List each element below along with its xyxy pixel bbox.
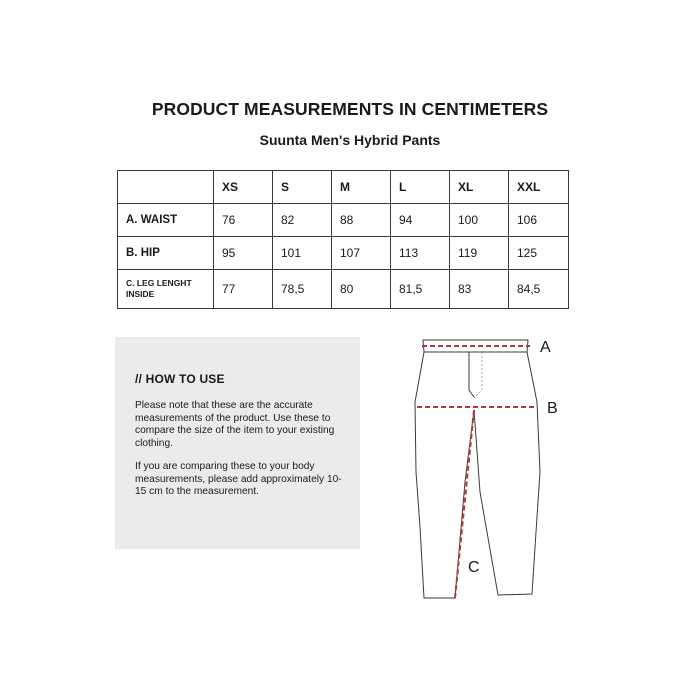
label-a: A <box>540 339 551 356</box>
table-cell: 106 <box>509 204 569 237</box>
table-cell: 119 <box>450 237 509 270</box>
header-cell-xxl: XXL <box>509 171 569 204</box>
label-b: B <box>547 400 558 417</box>
header-cell-m: M <box>332 171 391 204</box>
table-cell: 107 <box>332 237 391 270</box>
page-title: PRODUCT MEASUREMENTS IN CENTIMETERS <box>151 99 549 119</box>
table-cell: 76 <box>214 204 273 237</box>
table-cell: 80 <box>332 270 391 309</box>
table-row-leg-length <box>118 270 569 309</box>
table-cell: 88 <box>332 204 391 237</box>
table-row-hip <box>118 237 569 270</box>
header-cell-l: L <box>391 171 450 204</box>
table-header-row <box>118 171 569 204</box>
table-cell: 78,5 <box>273 270 332 309</box>
row-label: C. LEG LENGHT INSIDE <box>118 270 214 309</box>
row-label: B. HIP <box>118 237 214 270</box>
header-cell-empty <box>118 171 214 204</box>
label-c: C <box>468 559 480 576</box>
header-cell-xl: XL <box>450 171 509 204</box>
table-cell: 81,5 <box>391 270 450 309</box>
fly-stitching <box>474 352 482 398</box>
table-cell: 101 <box>273 237 332 270</box>
table-cell: 83 <box>450 270 509 309</box>
product-name: Suunta Men's Hybrid Pants <box>259 132 441 148</box>
pants-diagram <box>410 332 575 602</box>
table-row-waist <box>118 204 569 237</box>
how-to-use-paragraph-2: If you are comparing these to your body measurements, please add approximately 10-15 cm to the measurement. <box>135 461 342 498</box>
table-cell: 82 <box>273 204 332 237</box>
row-label: A. WAIST <box>118 204 214 237</box>
table-cell: 84,5 <box>509 270 569 309</box>
table-cell: 95 <box>214 237 273 270</box>
table-cell: 94 <box>391 204 450 237</box>
how-to-use-panel <box>115 337 360 549</box>
table-cell: 113 <box>391 237 450 270</box>
how-to-use-paragraph-1: Please note that these are the accurate measurements of the product. Use these to compare the size of the item to your existing clothing. <box>135 400 335 449</box>
size-table <box>117 170 569 309</box>
table-cell: 77 <box>214 270 273 309</box>
header-cell-xs: XS <box>214 171 273 204</box>
how-to-use-heading: // HOW TO USE <box>135 372 225 386</box>
header-cell-s: S <box>273 171 332 204</box>
table-cell: 100 <box>450 204 509 237</box>
table-cell: 125 <box>509 237 569 270</box>
